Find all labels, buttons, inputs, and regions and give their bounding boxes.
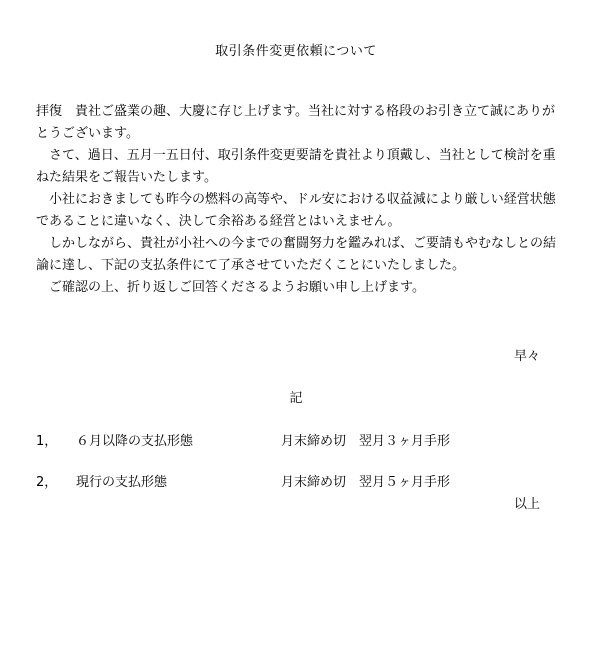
item-value: 月末締め切 翌月５ヶ月手形 <box>281 475 451 490</box>
ki-heading: 記 <box>289 391 303 406</box>
list-item <box>36 430 556 448</box>
paragraph-business-conditions: 小社におきましても昨今の燃料の高等や、ドル安における収益減により厳しい経営状態であることに違いなく、決して余裕ある経営とはいえません。 <box>36 192 556 229</box>
item-label: ６月以降の支払形態 <box>76 434 194 449</box>
closing-phrase: 早々 <box>513 349 540 364</box>
list-item <box>36 471 556 489</box>
item-number: 2， <box>36 475 58 490</box>
item-number: 1， <box>36 434 58 449</box>
document-title: 取引条件変更依頼について <box>215 44 377 59</box>
paragraph-greeting: 拝復 貴社ご盛業の趣、大慶に存じ上げます。当社に対する格段のお引き立て誠にありがとうございます。 <box>36 104 555 141</box>
item-value: 月末締め切 翌月３ヶ月手形 <box>281 434 451 449</box>
paragraph-conclusion: しかしながら、貴社が小社への今までの奮闘努力を鑑みれば、ご要請もやむなしとの結論に達し、下記の支払条件にて了承させていただくことにいたしました。 <box>36 236 557 273</box>
document-body <box>36 101 556 299</box>
end-mark: 以上 <box>513 497 540 512</box>
item-label: 現行の支払形態 <box>76 475 168 490</box>
paragraph-request-received: さて、過日、五月一五日付、取引条件変更要請を貴社より頂戴し、当社として検討を重ねた結果をご報告いたします。 <box>36 148 556 185</box>
paragraph-reply-request: ご確認の上、折り返しご回答くださるようお願い申し上げます。 <box>36 280 425 295</box>
